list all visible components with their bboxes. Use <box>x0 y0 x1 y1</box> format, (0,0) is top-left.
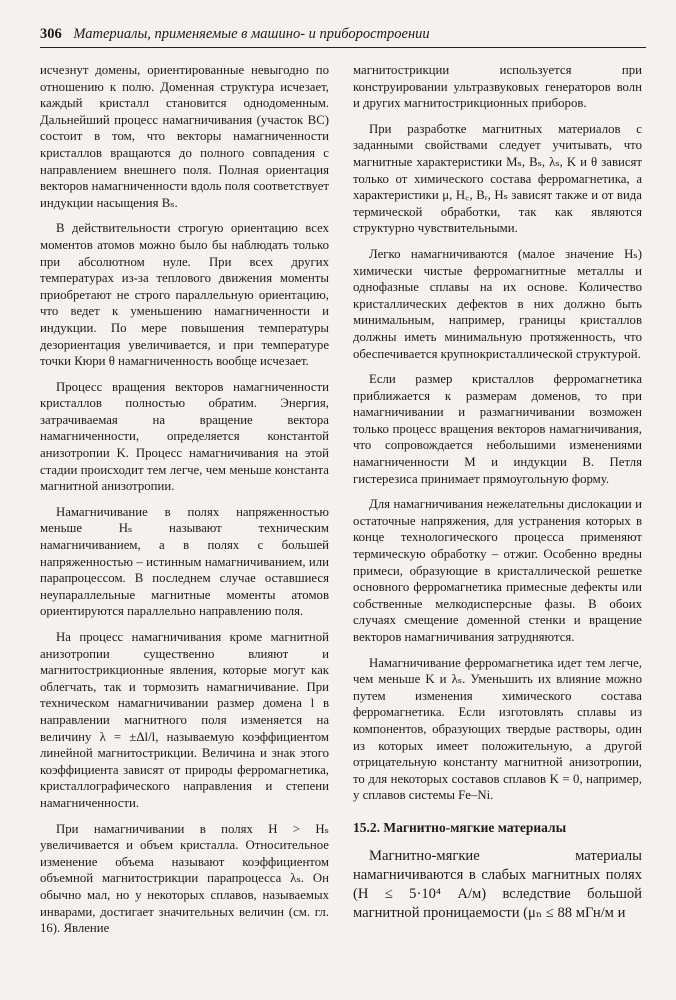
header-rule <box>40 47 646 48</box>
paragraph: На процесс намагничивания кроме магнитной анизотропии существенно влияют и магнитострикционные явления, которые могут как облегчать, так и тормозить намагничивание. При техническом намагничивании размер домена l в направлении магнитного поля изменяется на величину λ = ±Δl/l, называемую коэффициентом линейной магнитострикции. Величина и знак этого коэффициента зависят от природы ферромагнетика, кристаллографического направления и степени намагниченности. <box>40 630 329 810</box>
page-header <box>40 26 640 43</box>
paragraph: В действительности строгую ориентацию всех моментов атомов можно было бы наблюдать только при абсолютном нуле. При всех других температурах из-за теплового движения моменты приобретают не строго параллельную ориентацию, что ведет к уменьшению намагниченности и индукции. По мере повышения температуры дезориентация увеличивается, и при температуре точки Кюри θ намагниченность вообще исчезает. <box>40 221 329 369</box>
paragraph: Если размер кристаллов ферромагнетика приближается к размерам доменов, то при намагничивании и размагничивании возможен только процесс вращения векторов намагничивания, что сопровождается небольшими изменениями намагниченности M и индукции B. Петля гистерезиса принимает прямоугольную форму. <box>353 372 642 486</box>
paragraph: Процесс вращения векторов намагниченности кристаллов полностью обратим. Энергия, затрачиваемая на вращение вектора намагниченности, определяется константой анизотропии K. Процесс намагничивания на этой стадии происходит тем легче, чем меньше константа магнитной анизотропии. <box>40 379 329 494</box>
paragraph: Намагничивание ферромагнетика идет тем легче, чем меньше K и λₛ. Уменьшить их влияние можно путем изменения химического состава ферромагнетика. Если изготовлять сплавы из компонентов, образующих твердые растворы, один из которых имеет положительную, а другой отрицательную константу магнитной анизотропии, то для некоторых составов сплавов K = 0, например, у сплавов системы Fe–Ni. <box>353 655 642 803</box>
paragraph: Легко намагничиваются (малое значение Hₛ) химически чистые ферромагнитные металлы и однофазные сплавы на их основе. Количество кристаллических дефектов в них должно быть минимальным, например, границы кристаллов должны иметь минимальную протяженность, что обеспечивается крупнокристаллической структурой. <box>353 246 642 361</box>
paragraph: исчезнут домены, ориентированные невыгодно по отношению к полю. Доменная структура исчезает, каждый кристалл становится однодоменным. Дальнейший процесс намагничивания (участок BC) состоит в том, что векторы намагниченности кристаллов вращаются до полного совпадения с направлением внешнего поля. Полная ориентация векторов намагниченности вдоль поля соответствует индукции насыщения Bₛ. <box>40 63 329 210</box>
paragraph: Намагничивание в полях напряженностью меньше Hₛ называют техническим намагничиванием, а в полях с большей напряженностью – истинным намагничиванием, или парапроцессом. В последнем случае оставшиеся неупараллельные магнитные моменты атомов ориентируются параллельно направлению поля. <box>40 504 329 619</box>
paragraph: При разработке магнитных материалов с заданными свойствами следует учитывать, что магнитные характеристики Mₛ, Bₛ, λₛ, K и θ зависят только от химического состава ферромагнетика, а характеристики μ, H꜀, Bᵣ, Hₛ зависят также и от вида термической обработки, так как являются структурно чувствительными. <box>353 121 642 236</box>
paragraph: Для намагничивания нежелательны дислокации и остаточные напряжения, для устранения которых в конце технологического процесса применяют термическую обработку – отжиг. Особенно вредны примеси, образующие в кристаллической решетке основного ферромагнетика примесные дефекты или собственные мелкодисперсные фазы. В обоих случаях смещение доменной стенки и вращение векторов намагничивания затрудняются. <box>353 497 642 644</box>
left-column <box>40 62 329 946</box>
section-heading: 15.2. Магнитно-мягкие материалы <box>353 819 567 835</box>
paragraph: При намагничивании в полях H > Hₛ увеличивается и объем кристалла. Относительное изменение объема называют коэффициентом объемной магнитострикции парапроцесса λₛ. Он обычно мал, но у некоторых сплавов, называемых инварами, достигает значительных величин (см. гл. 16). Явление <box>40 821 329 936</box>
section-paragraph: Магнитно-мягкие материалы намагничиваются в слабых магнитных полях (H ≤ 5·10⁴ А/м) вследствие большой магнитной проницаемости (μₙ ≤ 88 мГн/м и <box>353 847 642 921</box>
running-title: Материалы, применяемые в машино- и приборостроении <box>73 26 430 42</box>
page-number: 306 <box>40 26 62 42</box>
paragraph: магнитострикции используется при конструировании ультразвуковых генераторов волн и других магнитострикционных приборов. <box>353 63 642 111</box>
right-column <box>353 62 642 932</box>
